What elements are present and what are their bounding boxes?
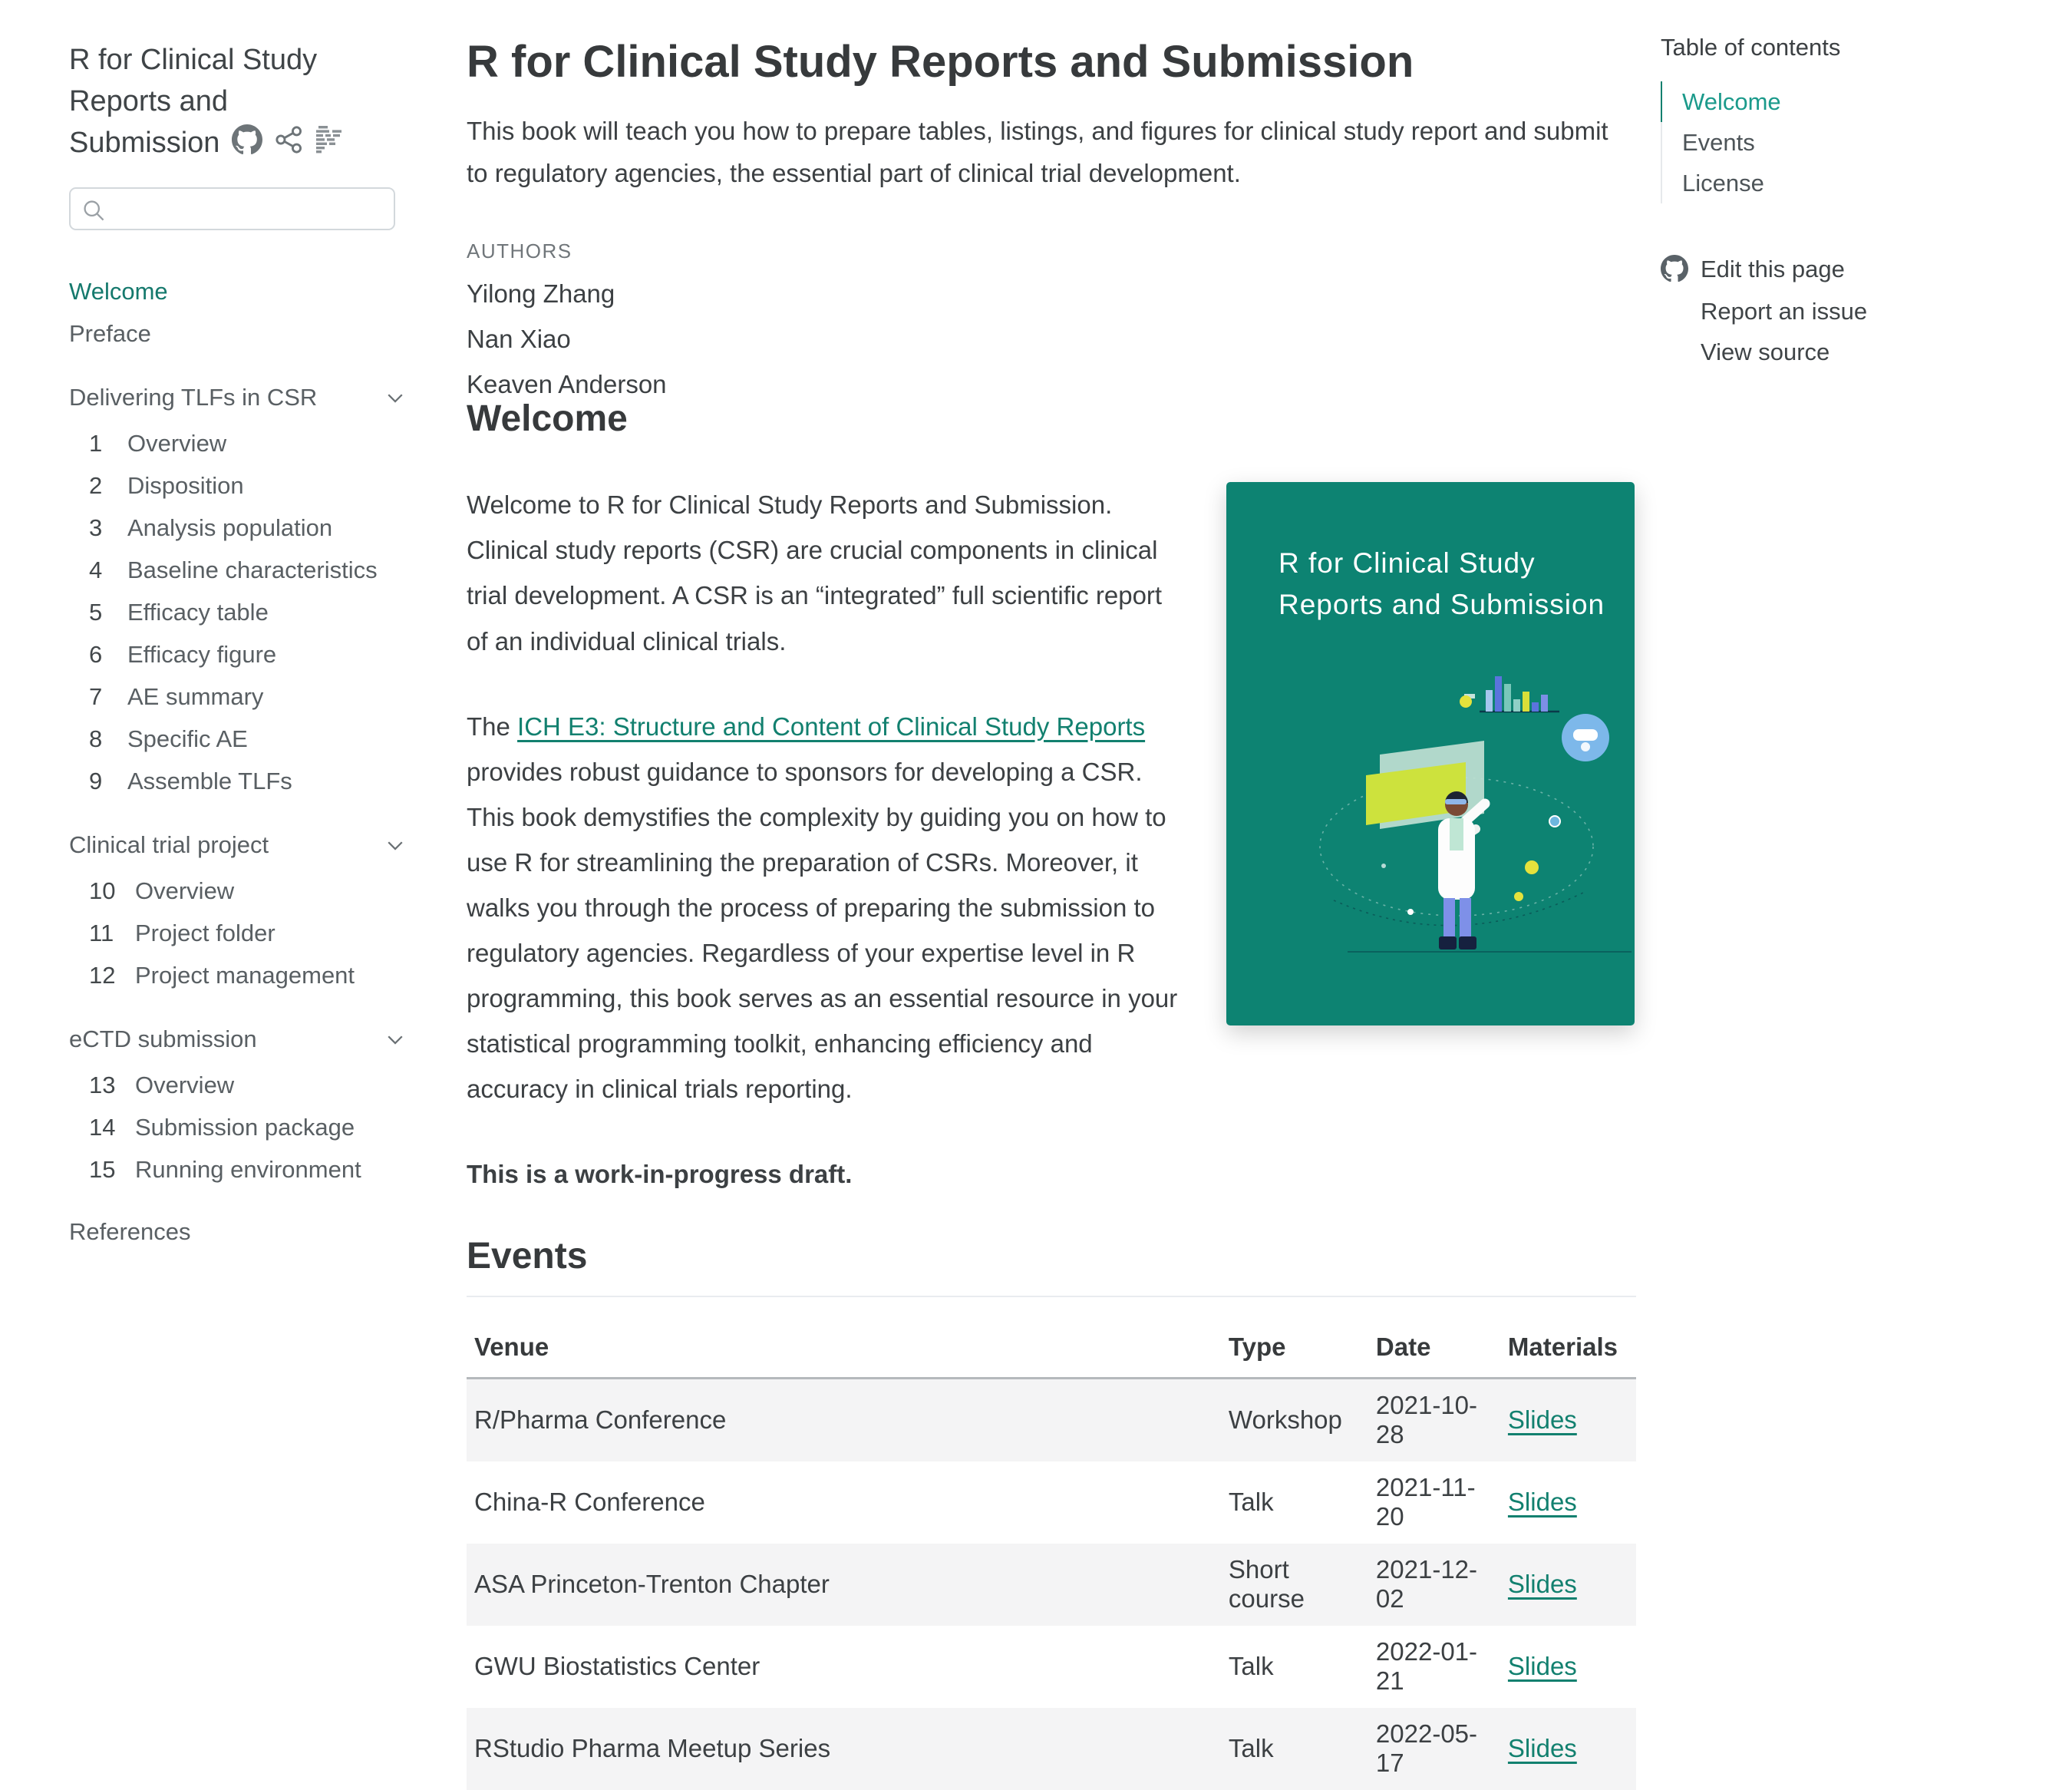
- table-header-row: [467, 1333, 1636, 1379]
- share-icon[interactable]: [275, 125, 304, 154]
- sidebar-section-delivering-tlfs[interactable]: [69, 375, 407, 421]
- author-name: Keaven Anderson: [467, 369, 667, 398]
- sidebar-item-project-folder[interactable]: 11 Project folder: [89, 919, 275, 946]
- table-row: [467, 1461, 1636, 1544]
- sidebar-item-disposition[interactable]: 2 Disposition: [89, 471, 244, 499]
- date-cell: 2021-10-28: [1375, 1391, 1478, 1449]
- sidebar-item-project-management[interactable]: 12 Project management: [89, 961, 355, 989]
- book-title-sidebar: [69, 40, 368, 164]
- sidebar-item-analysis-population[interactable]: 3 Analysis population: [89, 514, 333, 541]
- toc-item-license[interactable]: License: [1682, 170, 1764, 197]
- sidebar-item-efficacy-table[interactable]: 5 Efficacy table: [89, 598, 269, 626]
- toc-item-events[interactable]: Events: [1682, 129, 1755, 156]
- table-row: [467, 1544, 1636, 1626]
- sidebar-item-assemble-tlfs[interactable]: 9 Assemble TLFs: [89, 767, 292, 794]
- sidebar-item-references[interactable]: References: [69, 1217, 191, 1245]
- github-icon: [1661, 255, 1688, 282]
- venue-cell: ASA Princeton-Trenton Chapter: [474, 1570, 830, 1599]
- ich-e3-link[interactable]: ICH E3: Structure and Content of Clinical Study Reports: [517, 712, 1146, 741]
- sidebar-section-label: Delivering TLFs in CSR: [69, 383, 318, 411]
- col-header-materials: Materials: [1500, 1333, 1636, 1379]
- book-title-text: R for Clinical Study Reports and Submission: [69, 44, 318, 159]
- venue-cell: GWU Biostatistics Center: [474, 1652, 761, 1681]
- section-divider: [467, 1296, 1636, 1297]
- slides-link[interactable]: Slides: [1507, 1734, 1577, 1763]
- events-heading: Events: [467, 1236, 588, 1277]
- welcome-section: [467, 482, 1636, 1197]
- sidebar-item-running-environment[interactable]: 15 Running environment: [89, 1155, 361, 1183]
- sidebar-section-label: Clinical trial project: [69, 831, 269, 858]
- slides-link[interactable]: Slides: [1507, 1652, 1577, 1681]
- github-icon[interactable]: [232, 124, 262, 155]
- sidebar-item-specific-ae[interactable]: 8 Specific AE: [89, 725, 248, 752]
- date-cell: 2021-11-20: [1375, 1473, 1476, 1531]
- sidebar-section-ectd-submission[interactable]: [69, 1016, 407, 1062]
- type-cell: Short course: [1228, 1555, 1305, 1613]
- chevron-down-icon: [384, 1028, 407, 1051]
- welcome-paragraph-1: Welcome to R for Clinical Study Reports and Submission. Clinical study reports (CSR) are crucial components in clinical trial development. A CSR is an “integrated” full scientific report of an individual clinical trials.: [467, 490, 1163, 656]
- sidebar-item-baseline-characteristics[interactable]: 4 Baseline characteristics: [89, 556, 378, 583]
- table-row: [467, 1708, 1636, 1790]
- chevron-down-icon: [384, 386, 407, 409]
- type-cell: Workshop: [1228, 1405, 1342, 1435]
- toc-title: Table of contents: [1661, 34, 1841, 61]
- sidebar-item-overview-1[interactable]: 1 Overview: [89, 429, 227, 457]
- cover-title-line1: R for Clinical Study: [1279, 547, 1536, 580]
- type-cell: Talk: [1228, 1488, 1274, 1517]
- search-icon: [81, 198, 106, 223]
- sidebar-section-label: eCTD submission: [69, 1025, 257, 1052]
- welcome-heading: Welcome: [467, 398, 628, 439]
- sidebar-item-efficacy-figure[interactable]: 6 Efficacy figure: [89, 640, 277, 668]
- search-box: [69, 187, 395, 230]
- main-content: [467, 37, 1636, 1790]
- authors-label: AUTHORS: [467, 239, 572, 263]
- sidebar-section-clinical-trial-project[interactable]: [69, 822, 407, 868]
- col-header-type: Type: [1221, 1333, 1368, 1379]
- sidebar-item-preface[interactable]: Preface: [69, 319, 151, 347]
- page-subtitle: This book will teach you how to prepare tables, listings, and figures for clinical study report and submit to regulatory agencies, the essential part of clinical trial development.: [467, 116, 1608, 188]
- date-cell: 2022-05-17: [1375, 1719, 1478, 1778]
- code-lines-icon[interactable]: [316, 126, 347, 154]
- slides-link[interactable]: Slides: [1507, 1488, 1577, 1517]
- toc-list: [1661, 81, 2044, 203]
- report-an-issue-link[interactable]: Report an issue: [1701, 298, 1868, 325]
- sidebar-item-overview-10[interactable]: 10 Overview: [89, 877, 235, 904]
- col-header-date: Date: [1368, 1333, 1500, 1379]
- sidebar-item-ae-summary[interactable]: 7 AE summary: [89, 682, 264, 710]
- left-sidebar: [69, 40, 407, 1253]
- venue-cell: R/Pharma Conference: [474, 1405, 727, 1435]
- sidebar-nav: [69, 270, 407, 1253]
- sidebar-item-welcome[interactable]: Welcome: [69, 277, 168, 305]
- type-cell: Talk: [1228, 1652, 1274, 1681]
- col-header-venue: Venue: [467, 1333, 1221, 1379]
- edit-this-page-link[interactable]: Edit this page: [1661, 246, 2044, 291]
- search-input[interactable]: [112, 192, 388, 227]
- venue-cell: China-R Conference: [474, 1488, 705, 1517]
- type-cell: Talk: [1228, 1734, 1274, 1763]
- sidebar-item-overview-13[interactable]: 13 Overview: [89, 1071, 235, 1098]
- view-source-link[interactable]: View source: [1701, 339, 1830, 365]
- welcome-paragraph-2: The ICH E3: Structure and Content of Clinical Study Reports provides robust guidance to sponsors for developing a CSR. This book demystifies the complexity by guiding you on how to use R for streamlining the preparation of CSRs. Moreover, it walks you through the process of preparing the submission to regulatory agencies. Regardless of your expertise level in R programming, this book serves as an essential resource in your statistical programming toolkit, enhancing efficiency and accuracy in clinical trials reporting.: [467, 712, 1178, 1104]
- toc-item-welcome[interactable]: Welcome: [1661, 81, 2044, 122]
- slides-link[interactable]: Slides: [1507, 1570, 1577, 1599]
- table-row: [467, 1379, 1636, 1462]
- slides-link[interactable]: Slides: [1507, 1405, 1577, 1435]
- author-name: Yilong Zhang: [467, 279, 615, 308]
- cover-title-line2: Reports and Submission: [1279, 589, 1605, 621]
- toc-sidebar: [1661, 34, 2044, 372]
- book-cover-image: [1226, 482, 1635, 1025]
- events-table: [467, 1333, 1636, 1790]
- page-title: R for Clinical Study Reports and Submission: [467, 37, 1414, 87]
- date-cell: 2022-01-21: [1375, 1637, 1478, 1696]
- sidebar-item-submission-package[interactable]: 14 Submission package: [89, 1113, 355, 1141]
- wip-note: This is a work-in-progress draft.: [467, 1160, 853, 1189]
- table-row: [467, 1626, 1636, 1708]
- date-cell: 2021-12-02: [1375, 1555, 1478, 1613]
- chevron-down-icon: [384, 834, 407, 857]
- venue-cell: RStudio Pharma Meetup Series: [474, 1734, 831, 1763]
- toc-tools: [1661, 246, 2044, 372]
- author-name: Nan Xiao: [467, 324, 571, 353]
